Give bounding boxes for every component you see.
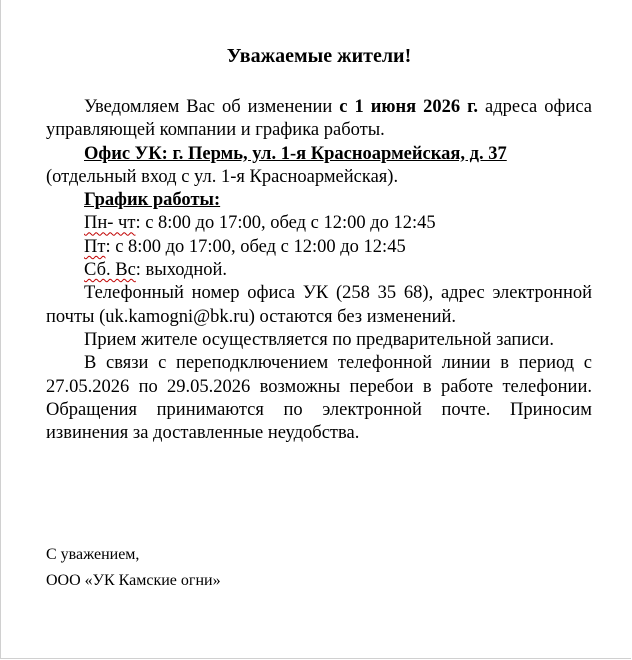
intro-paragraph: [46, 96, 592, 143]
notice-title: Уважаемые жители!: [226, 45, 412, 67]
notice-body: [46, 96, 592, 445]
entrance-note: (отдельный вход с ул. 1-я Красноармейская).: [46, 166, 399, 187]
weekend-hours: : выходной.: [135, 260, 228, 281]
fri-hours: : с 8:00 до 17:00, обед с 12:00 до 12:45: [105, 236, 406, 257]
mon-thu-hours: : с 8:00 до 17:00, обед с 12:00 до 12:45: [135, 213, 436, 234]
schedule-weekend: [46, 259, 592, 282]
outage-paragraph: В связи с переподключением телефонной линии в период с 27.05.2026 по 29.05.2026 возможны перебои в работе телефонии. Обращения принимаются по электронной почте. Приносим извинения за доставленные неудобства.: [46, 353, 592, 444]
signature-closing: С уважением,: [46, 546, 140, 563]
schedule-heading: [46, 189, 592, 212]
office-address-text: Офис УК: г. Пермь, ул. 1-я Красноармейская, д. 37: [84, 143, 507, 164]
reception-paragraph: Прием жителе осуществляется по предварительной записи.: [84, 329, 554, 350]
signature-block: [46, 542, 592, 594]
intro-text-start: Уведомляем Вас об изменении: [84, 97, 340, 117]
weekend-days: Сб. Вс: [84, 260, 136, 281]
fri-day: Пт: [84, 236, 106, 257]
intro-text-end: адреса офиса управляющей компании и графика работы.: [46, 97, 592, 141]
contacts-paragraph: Телефонный номер офиса УК (258 35 68), адрес электронной почты (uk.kamogni@bk.ru) остаются без изменений.: [46, 283, 592, 327]
schedule-fri: [46, 236, 592, 259]
signature-company: ООО «УК Камские огни»: [46, 572, 221, 589]
schedule-mon-thu: [46, 212, 592, 235]
effective-date: с 1 июня 2026 г.: [339, 97, 479, 117]
schedule-heading-text: График работы:: [84, 190, 221, 211]
mon-thu-days: Пн- чт: [84, 213, 136, 234]
office-address: [46, 143, 592, 166]
